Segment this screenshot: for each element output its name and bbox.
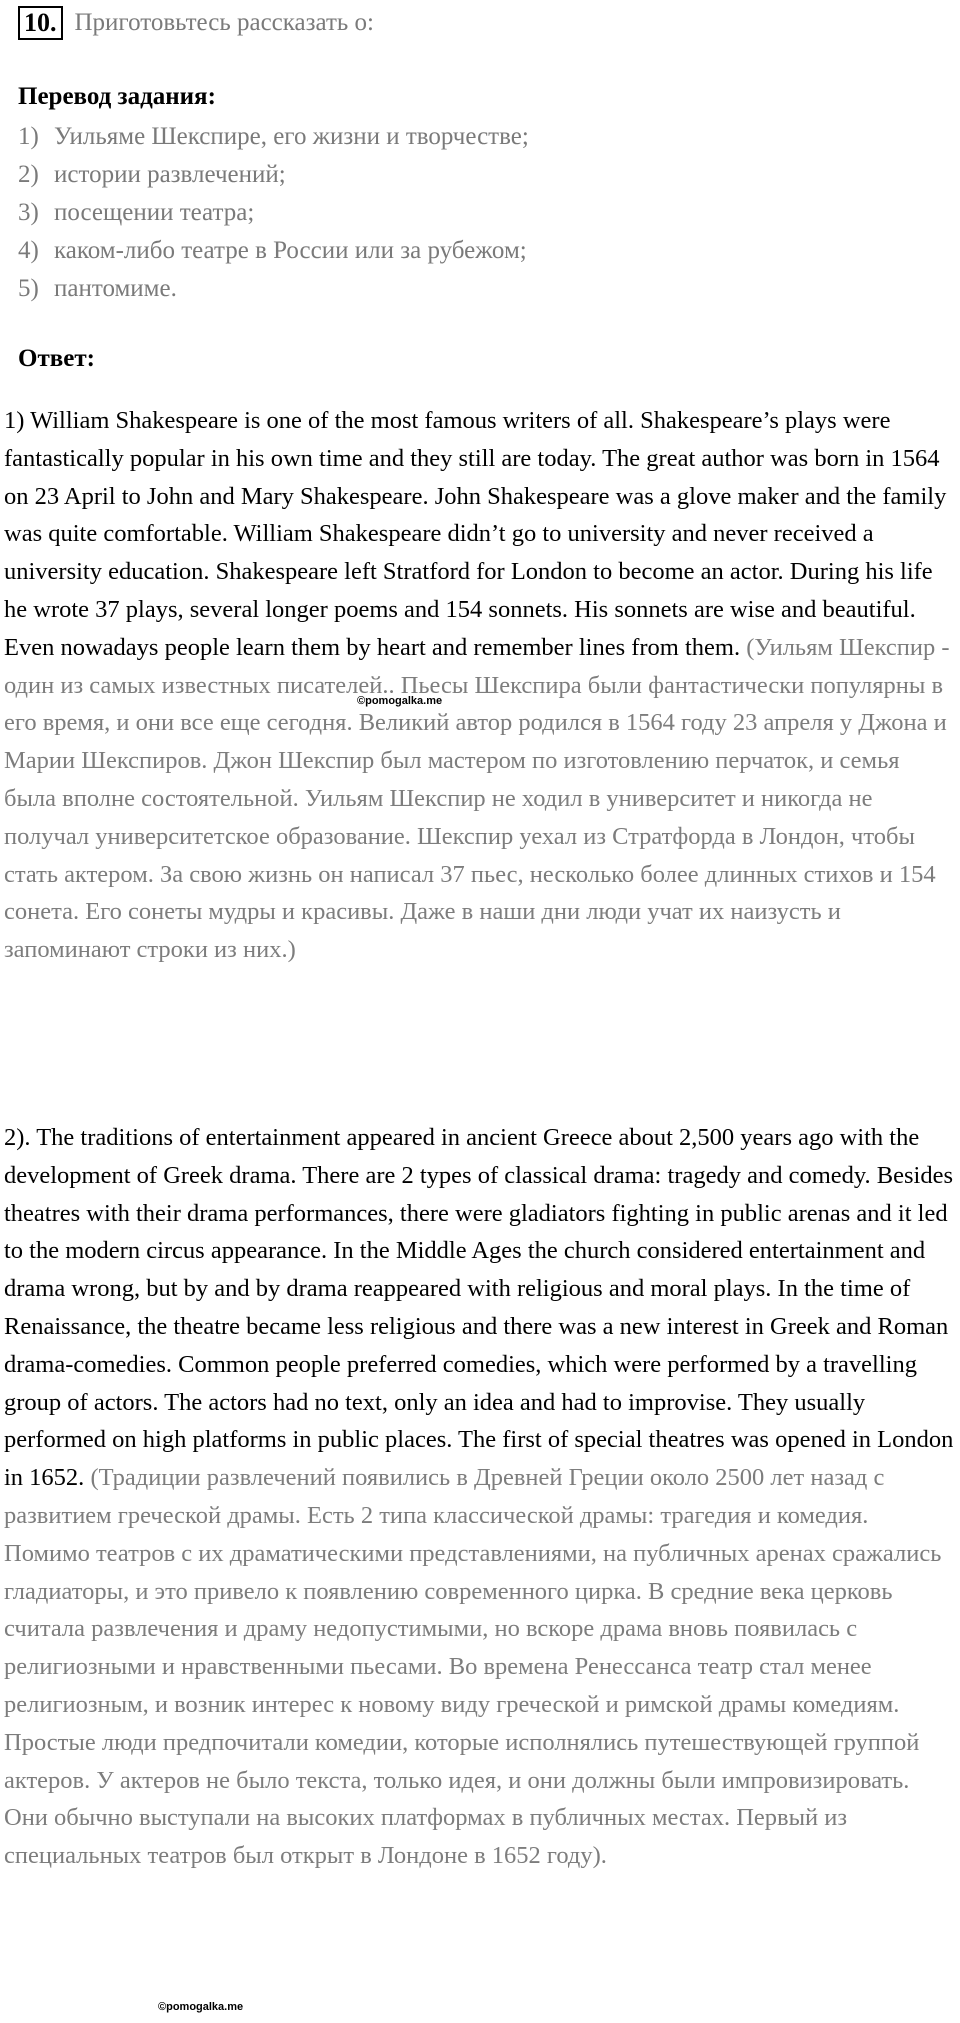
watermark: ©pomogalka.me	[357, 695, 443, 707]
list-item	[18, 156, 529, 194]
answer-russian-translation: (Традиции развлечений появились в Древней Греции около 2500 лет назад с развитием греческой драмы. Есть 2 типа классической драмы: трагедия и комедия.	[4, 1464, 885, 1529]
list-item-number: 1)	[18, 123, 39, 150]
answer-english-text: 2). The traditions of entertainment appeared in ancient Greece about 2,500 years ago with the development of Greek drama. There are 2 types of classical drama: tragedy and comedy. Besides theatres with their drama performances, there were gladiators fighting in public arenas and it led to the modern circus appearance. In the Middle Ages the church considered entertainment and drama wrong, but by and by drama reappeared with religious and moral plays. In the time of Renaissance, the theatre became less religious and there was a new interest in Greek and Roman drama-comedies. Common people preferred comedies, which were performed by a travelling group of actors. The actors had no text, only an idea and had to improvise. They usually performed on high platforms in public places. The first of special theatres was opened in London in 1652.	[4, 1124, 954, 1492]
list-item	[18, 194, 529, 232]
answer-paragraph-shakespeare	[4, 402, 956, 969]
list-item-number: 4)	[18, 237, 39, 264]
list-item-text: Уильяме Шекспире, его жизни и творчестве;	[54, 123, 529, 150]
list-item-text: посещении театра;	[54, 199, 255, 226]
list-item-number: 3)	[18, 199, 39, 226]
task-number: 10.	[18, 6, 63, 40]
answer-paragraph-entertainment	[4, 1119, 956, 1875]
translation-list	[18, 118, 529, 308]
answer-english-text: 1) William Shakespeare is one of the most famous writers of all. Shakespeare’s plays were fantastically popular in his own time and they still are today. The great author was born in 1564 on 23 April to John and Mary Shakespeare. John Shakespeare was a glove maker and the family was quite comfortable. William Shakespeare didn’t go to university and never received a university education. Shakespeare left Stratford for London to become an actor. During his life he wrote 37 plays, several longer poems and 154 sonnets. His sonnets are wise and beautiful. Even nowadays people learn them by heart and remember lines from them.	[4, 407, 947, 661]
list-item-text: пантомиме.	[54, 275, 177, 302]
list-item-number: 2)	[18, 161, 39, 188]
answer-russian-translation: (Уильям Шекспир - один из самых известных писателей.. Пьесы Шекспира были фантастически популярны в его время, и они все еще сегодня. Великий автор родился в 1564 году 23 апреля у Джона и Марии Шекспиров. Джон Шекспир был мастером по изготовлению перчаток, и семья была вполне состоятельной. Уильям Шекспир не ходил в университет и никогда не получал университетское образование. Шекспир уехал из Стратфорда в Лондон, чтобы стать актером. За свою жизнь он написал 37 пьес, несколько более длинных стихов и 154 сонета. Его сонеты мудры и красивы. Даже в наши дни люди учат их наизусть и запоминают строки из них.)	[4, 633, 950, 964]
translation-label: Перевод задания:	[18, 83, 216, 110]
list-item	[18, 118, 529, 156]
task-title: Приготовьтесь рассказать о:	[74, 9, 374, 36]
list-item	[18, 232, 529, 270]
answer-label: Ответ:	[18, 345, 95, 372]
list-item-text: истории развлечений;	[54, 161, 286, 188]
list-item	[18, 270, 529, 308]
list-item-text: каком-либо театре в России или за рубежом;	[54, 237, 527, 264]
answer-russian-translation-continued: Помимо театров с их драматическими представлениями, на публичных аренах сражались гладиаторы, и это привело к появлению современного цирка. В средние века церковь считала развлечения и драму недопустимыми, но вскоре драма вновь появилась с религиозными и нравственными пьесами. Во времена Ренессанса театр стал менее религиозным, и возник интерес к новому виду греческой и римской драмы комедиям. Простые люди предпочитали комедии, которые исполнялись путешествующей группой актеров. У актеров не было текста, только идея, и они должны были импровизировать. Они обычно выступали на высоких платформах в публичных местах. Первый из специальных театров был открыт в Лондоне в 1652 году).	[4, 1539, 942, 1870]
task-header	[18, 5, 374, 41]
watermark: ©pomogalka.me	[158, 2001, 244, 2013]
list-item-number: 5)	[18, 275, 39, 302]
